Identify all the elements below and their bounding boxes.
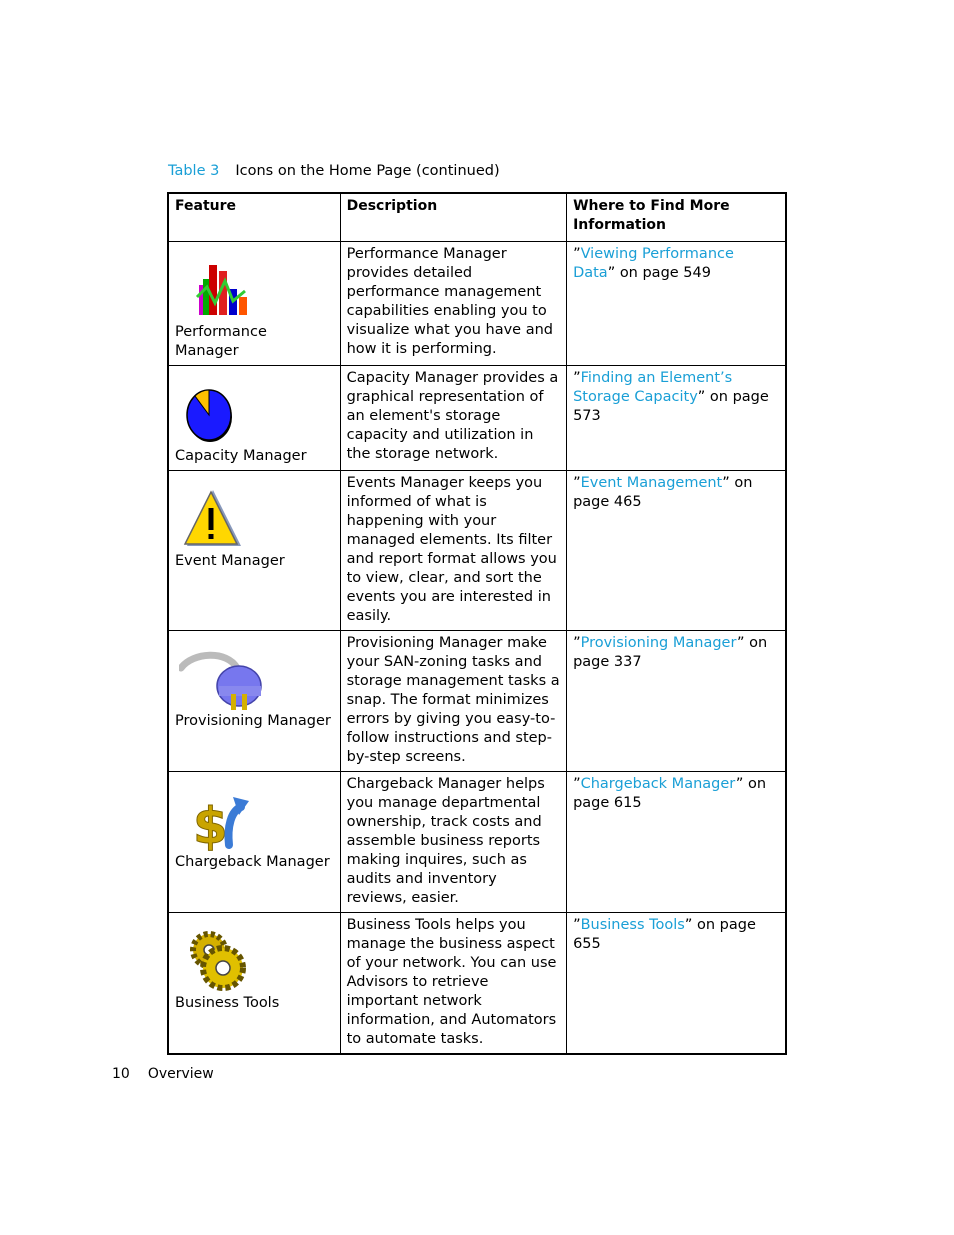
header-where: Where to Find More Information [567,193,786,242]
feature-cell [168,772,340,913]
where-cell: ”Chargeback Manager” on page 615 [567,772,786,913]
feature-cell [168,471,340,631]
table-row [168,772,786,913]
description-cell: Business Tools helps you manage the business aspect of your network. You can use Advisors to retrieve important network information, and Automators to automate tasks. [340,913,566,1055]
icons-table [167,192,787,1055]
table-row [168,242,786,366]
feature-cell [168,913,340,1055]
page-reference: on page 337 [573,635,768,670]
table-row [168,471,786,631]
table-row [168,631,786,772]
feature-label: Capacity Manager [175,448,307,464]
description-cell: Provisioning Manager make your SAN-zoning tasks and storage management tasks a snap. The format minimizes errors by giving you easy-to-follow instructions and step-by-step screens. [340,631,566,772]
page-reference: on page 465 [573,475,753,510]
pie-chart-icon [183,381,253,445]
performance-chart-icon [183,257,253,321]
page-footer [112,1066,214,1082]
table-row [168,366,786,471]
where-cell: ”Event Management” on page 465 [567,471,786,631]
feature-label: Provisioning Manager [175,713,331,729]
page-number: 10 [112,1066,130,1082]
table-number: Table 3 [168,163,220,179]
reference-link[interactable]: Finding an Element’s Storage Capacity [573,370,733,405]
feature-label: Event Manager [175,553,285,569]
feature-label: Chargeback Manager [175,854,330,870]
description-cell: Chargeback Manager helps you manage departmental ownership, track costs and assemble business reports making inquires, such as audits and inventory reviews, easier. [340,772,566,913]
table-title: Icons on the Home Page (continued) [235,163,500,179]
reference-link[interactable]: Business Tools [580,917,685,933]
table-header-row [168,193,786,242]
page-reference: on page 573 [573,389,769,424]
where-cell: ”Viewing Performance Data” on page 549 [567,242,786,366]
gears-icon [183,928,253,992]
where-cell: ”Finding an Element’s Storage Capacity” on page 573 [567,366,786,471]
svg-text:$: $ [193,797,228,851]
feature-cell [168,631,340,772]
description-cell: Capacity Manager provides a graphical representation of an element's storage capacity and utilization in the storage network. [340,366,566,471]
description-cell: Events Manager keeps you informed of what is happening with your managed elements. Its filter and report format allows you to view, clear, and sort the events you are interested in easily. [340,471,566,631]
dollar-arrow-icon [183,787,253,851]
feature-cell [168,366,340,471]
description-cell: Performance Manager provides detailed performance management capabilities enabling you to visualize what you have and how it is performing. [340,242,566,366]
page-reference: on page 549 [619,265,711,281]
feature-label: Business Tools [175,995,280,1011]
header-description: Description [340,193,566,242]
reference-link[interactable]: Viewing Performance Data [573,246,734,281]
reference-link[interactable]: Chargeback Manager [580,776,736,792]
where-cell: ”Provisioning Manager” on page 337 [567,631,786,772]
table-row [168,913,786,1055]
reference-link[interactable]: Provisioning Manager [580,635,738,651]
header-feature: Feature [168,193,340,242]
page-reference: on page 655 [573,917,756,952]
section-name: Overview [147,1066,214,1082]
plug-icon [179,646,269,710]
table-caption [168,163,500,179]
warning-icon [183,486,253,550]
feature-label: Performance Manager [175,324,267,359]
reference-link[interactable]: Event Management [580,475,723,491]
feature-cell [168,242,340,366]
page-reference: on page 615 [573,776,767,811]
where-cell: ”Business Tools” on page 655 [567,913,786,1055]
